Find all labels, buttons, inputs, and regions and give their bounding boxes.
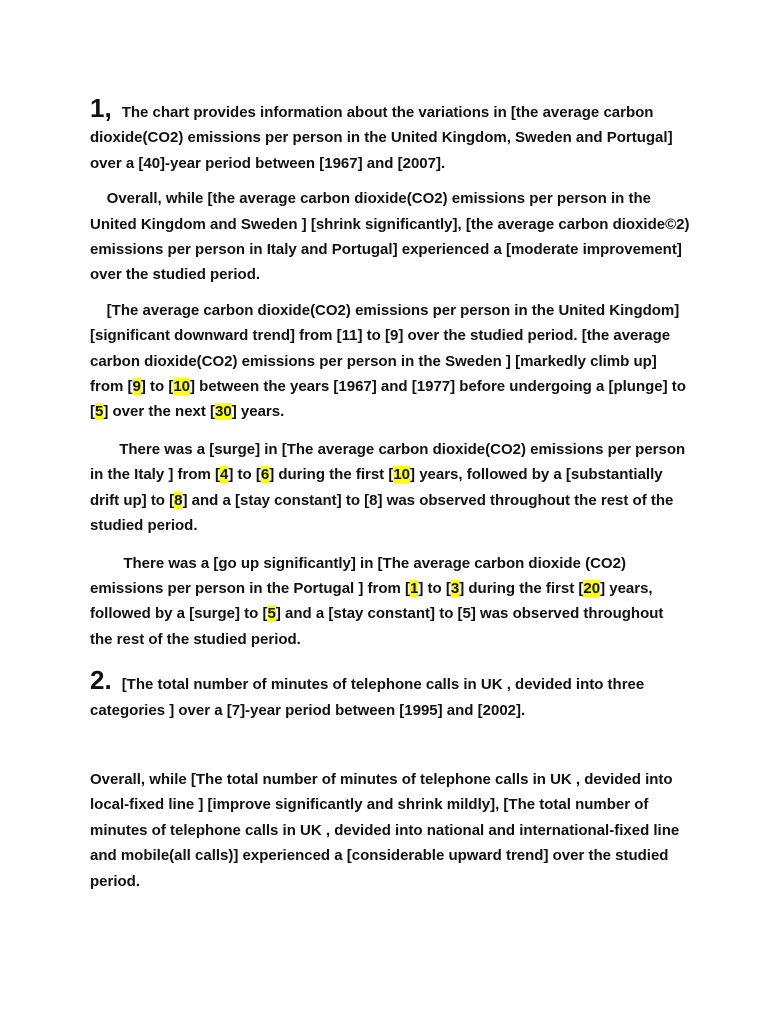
uk-text-4: ] over the next [ (103, 403, 216, 421)
section-1-portugal (90, 551, 690, 653)
document-page (90, 93, 690, 894)
highlight-value: 3 (450, 579, 460, 597)
section-2-overall-text: Overall, while [The total number of minutes of telephone calls in UK , devided into local-fixed line ] [improve significantly and shrink mildly], [The total number of minutes of telephone calls in UK , devided into national and international-fixed line and mobile(all calls)] experienced a [considerable upward trend] over the studied period. (90, 770, 680, 890)
section-2-overall (90, 767, 690, 894)
highlight-value: 1 (410, 579, 419, 597)
portugal-text-1: There was a [go up significantly] in [The average carbon dioxide (CO2) emissions per person in the Portugal ] from [ (90, 554, 626, 597)
uk-text-5: ] years. (231, 403, 285, 421)
portugal-text-4: ] years, followed by a [surge] to [ (90, 579, 653, 623)
portugal-text-3: ] during the first [ (459, 579, 584, 597)
highlight-value: 9 (132, 378, 141, 396)
section-1-overall-text: Overall, while [the average carbon dioxide(CO2) emissions per person in the United Kingdom and Sweden ] [shrink significantly], [the average carbon dioxide©2) emissions per person in Italy and Portugal] experienced a [moderate improvement] over the studied period. (90, 190, 690, 284)
section-1-uk-sweden (90, 298, 690, 425)
uk-text-1: [The average carbon dioxide(CO2) emissions per person in the United Kingdom] [significant downward trend] from [11] to [9] over the studied period. [the average carbon dioxide(CO2) emissions per person in the Sweden ] [markedly climb up] from [ (90, 301, 680, 396)
highlight-value: 20 (583, 579, 601, 597)
section-2-number: 2. (90, 665, 112, 696)
highlight-value: 4 (220, 466, 229, 484)
uk-text-3: ] between the years [1967] and [1977] before undergoing a [plunge] to [ (90, 378, 686, 421)
italy-text-4: ] years, followed by a [substantially drift up] to [ (90, 466, 663, 509)
section-2-intro-text: [The total number of minutes of telephone calls in UK , devided into three categories ] over a [7]-year period between [1995] and [2002]. (90, 676, 645, 719)
italy-text-2: ] to [ (228, 466, 261, 484)
portugal-text-5: ] and a [stay constant] to [5] was observed throughout the rest of the studied period. (90, 605, 664, 648)
highlight-value: 5 (95, 403, 104, 421)
section-1-italy (90, 437, 690, 539)
section-1-number: 1, (90, 93, 112, 123)
highlight-value: 30 (215, 403, 232, 421)
uk-text-2: ] to [ (140, 378, 174, 396)
highlight-value: 10 (393, 466, 411, 484)
highlight-value: 5 (267, 605, 276, 623)
highlight-value: 6 (260, 466, 270, 484)
highlight-value: 10 (173, 378, 191, 396)
section-2-intro (90, 665, 690, 723)
section-1-intro-text: The chart provides information about the variations in [the average carbon dioxide(CO2) emissions per person in the United Kingdom, Sweden and Portugal] over a [40]-year period between [1967] and [2007]. (90, 104, 673, 172)
italy-text-5: ] and a [stay constant] to [8] was observed throughout the rest of the studied period. (90, 491, 674, 535)
portugal-text-2: ] to [ (418, 579, 451, 597)
section-1-intro (90, 93, 690, 176)
section-1-overall (90, 186, 690, 288)
highlight-value: 8 (174, 491, 183, 509)
italy-text-1: There was a [surge] in [The average carbon dioxide(CO2) emissions per person in the Italy ] from [ (90, 440, 686, 484)
italy-text-3: ] during the first [ (269, 466, 394, 484)
